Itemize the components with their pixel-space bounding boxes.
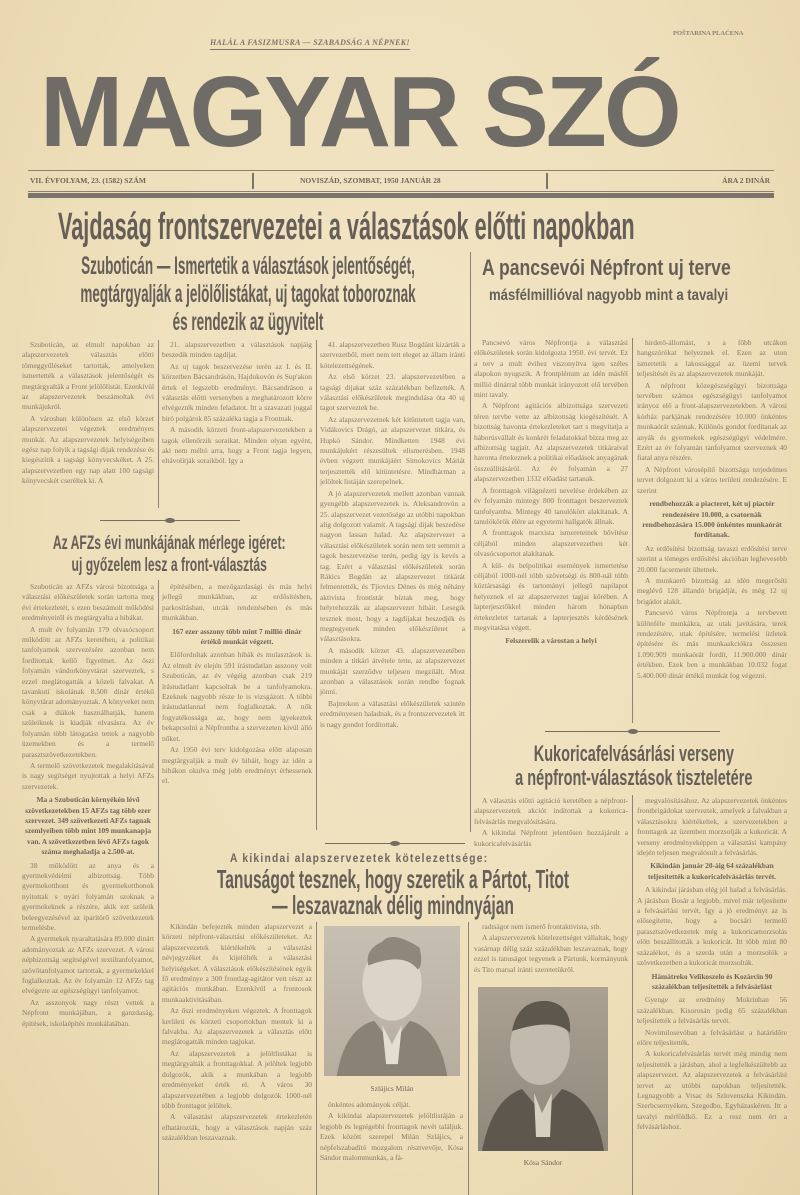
paragraph: A kikindai Népfront jelentősen hozzájárult a kukoricafelvásárlás <box>474 828 628 848</box>
pancsevo-column-2 <box>637 338 787 723</box>
divider <box>546 173 548 189</box>
paragraph: Az uj tagok beszervezése terén az I. és II. körzetben Bácsandrásón, Hajdukovón és Sup'akon értek el legszebb eredményt. Bácsandráson a választás előtti versenyben a meghatározott körre elvégezték minden feladatot. Itt a szavazati joggal biró polgárok 85 százaléka tagja a Frontnak. <box>162 361 312 423</box>
paragraph: hirdető-állomást, s a főbb utcákon hangszórókat helyeznek el. Ezen az uton ismertetik a lakossággal az üzemi tervek teljesítését és az alapszervezetek munkáját. <box>637 338 787 379</box>
headline-line: megtárgyalják a jelölőlistákat, uj tagokat toboroznak <box>80 280 416 308</box>
szubotica-column-1 <box>22 340 154 508</box>
paragraph: Novimilosevóban a felvásárlást a határidőre előre teljesítették. <box>637 1027 787 1047</box>
headline-line: — leszavaznak délig mindnyájan <box>272 890 514 920</box>
masthead-slogan: HALÁL A FASIZMUSRA — SZABADSÁG A NÉPNEK! <box>210 38 410 50</box>
column-rule <box>632 338 633 723</box>
kikinda-column-2 <box>320 1100 463 1192</box>
paragraph: A jó alapszervezetek mellett azonban vannak gyengébb alapszervezetek is. Aleksandrovón a 25. alapszervezet vezetősége az utóbbi napokban alig dolgozott valamit. A tagsági dijak beszedése nagyon lassan halad. Az alapszervezet a választási előkészületek során nem tett semmit a tagok beszervezése terén, pedig igy is kevés a tag. Ezért a választási előkészületek során Rákics Bogdán az alapszervezet titkárát felmentették, és Tjiovics Dénes és még néhány aktivista frontistát bíztak meg, hogy helyrehozzák az alapszervezet hibáit. Lesegik tesznek most, hogy a tagdijakat beszedjék és megtegyenek minden előkészületet a választásokra. <box>320 488 465 644</box>
paragraph: Az 1950 évi terv kidolgozása előtt alaposan megtárgyalják a mult év hibáit, hogy az idén a hibákon okulva még jobb eredményt érhessenek el. <box>162 745 312 786</box>
szubotica-column-3 <box>320 340 465 830</box>
paragraph: Az őszi eredményeken végeztek. A fronttagok kerületi és körzeti csoportokban mentek ki a falvakba. Az alapszervezetek a választás előtt meglátogatták minden tagjukat. <box>162 1006 312 1047</box>
photo-caption: Szlájics Milán <box>370 1084 414 1093</box>
kikinda-column-1 <box>162 922 312 1192</box>
kikinda-column-3 <box>474 922 628 980</box>
main-headline: Vajdaság frontszervezetei a választások előtti napokban <box>58 206 635 248</box>
paragraph: A második körzeti front-alapszervezetekben a tagok ellenőrzik soraikat. Minden olyan egyént, aki nem méltó arra, hogy a Front tagja legyen, eltávolítják soraikból. Igy a <box>162 425 312 466</box>
paragraph: 21. alapszervezetben a választások napjáig beszedik minden tagdíjat. <box>162 340 312 360</box>
column-rule <box>158 580 159 1195</box>
paragraph: Előfordultak azonban hibák és mulasztások is. Az elmult év elején 591 írástudatlan asszony volt Szuboticán, az év végéig azonban csak 219 írástudatlant kapcsoltak be a tanfolyamokra. Ezeknek nagyobb része le is vizsgázott. A többi írástudatlannal nem foglalkoztak. A nők fogyatékossága az, hogy nem igyekeztek bekapcsolni a Népfrontba a szervezeten kivül álló nőket. <box>162 650 312 743</box>
kikinda-kicker: A kikindai alapszervezetek kötelezettsége: <box>230 851 489 865</box>
paragraph: önkéntes adományok célját. <box>328 1100 411 1109</box>
paragraph: Pancsevó város Népfrontja a tervbevett különféle munkákra, az utak javítására, terek rendezésére, utak építésére, termelési üzletek építésére és más munkaakciókra összesen 1.090.909 munkaórát fordít, 11.900.000 dinár értékben. Ezek ben a munkákban 10.032 fogat 5.400.000 dinár értékű munkát fog végezni. <box>637 608 787 680</box>
kikinda-headline <box>165 866 621 918</box>
kukorica-column-1 <box>474 796 628 848</box>
paragraph: A gyermekek nyaraltatására 89.000 dinárt adományoztak az AFZs szervezet. A városi népbizottság segítségével textiltanfolyamot, szövőtanfolyamot tartottak, a gyermekekkel foglalkoztak. Az év folyamán 12 AFZs tag elvégezte az egészségügyi tanfolyamot. <box>22 934 154 996</box>
portrait-photo-szlajics <box>324 926 460 1076</box>
portrait-silhouette-icon <box>324 926 460 1076</box>
paragraph: radtságot nem ismerő frontaktivista, stb. <box>482 922 602 931</box>
photo-caption: Kósa Sándor <box>523 1158 563 1167</box>
headline-line: Tanuságot tesznek, hogy szeretik a Pártot, Titot <box>216 864 570 894</box>
paragraph: A kikindai alapszervezetek jelöltlistáján a legjobb és legrégebbi fronttagok nevét találjuk. Ezek között szerepel Milán Szlájics, a népfelszabadító mozgalom résztvevője, Kósa Sándor malommunkás, a fá- <box>320 1111 463 1163</box>
paragraph: A fronttagok világnézeti nevelése érdekében az év folyamán mintegy 800 fronttagot beszerveztek tanfolyamba. Mintegy 40 tanulókört alakítanak. A tanulókörök élére az egyetemi hallgatók állnak. <box>474 485 628 526</box>
paragraph: A alapszervezetek kötelezettséget vállaltak, hogy vasárnap délig száz százalékban leszavaznak, hogy ezzel is tanuságot tegyenek a Pártunk, kormányunk és Tito marsal iránti szeretetükről. <box>474 933 628 974</box>
ornamental-divider <box>100 520 240 521</box>
price: ÁRA 2 DINÁR <box>722 176 770 185</box>
paragraph: A kukoricafelvásárlás tervét még mindig nem teljesítették a járásban, ahol a legfelkészültebb az alapszervezet. Az alapszervezetek a felvásárlási tervet az utóbbi napokban teljesítették. Legnagyobb a Vrsac és Szlovenszka Kikindán. Szerbcsernyéken, Szegedbo, Egyházaskéren. Itt a tavalyi mérföldkő. Ez a resz nem ért a felvásárláshoz. <box>637 1049 787 1132</box>
paragraph: Gyenge az eredmény Mokrinban 56 százalékban. Kisorosán pedig 65 százalékban teljesítették a felvásárlás tervét. <box>637 995 787 1026</box>
paragraph: A választás előtti agitáció keretében a népfront-alapszervezetek akciót indítottak a kukorica-felvásárlás megvalósítására. <box>474 796 628 826</box>
paragraph: A választási alapszervezetek értekezletén elhatározták, hogy a választások napján száz százalékban leszavaznak. <box>162 1112 312 1143</box>
paragraph: 41. alapszervezetben Rusz Bogdánt kizárták a szervezetből, mert nem tett eleget az állam iránti kötelezettségének. <box>320 340 465 370</box>
afzs-column-2 <box>162 582 312 832</box>
column-rule <box>468 922 469 1195</box>
masthead-rule <box>28 193 774 198</box>
issue-info-bar <box>28 170 774 192</box>
paragraph: A munkaerő bizottság az idén megerősíti meglévő 128 állandó brigádját, és még 12 uj brigádot alakít. <box>637 575 787 606</box>
paragraph: Kikindán befejezték minden alapszervezet a körzeti népfront-választási előkészületeket. Az alapszervezetek kiértékelték a választási névjegyzéket és kijelölték a választási helyiségeket. A választások előkészítésének egyik fő eredménye a 300 frontlag-agitátor vett részt az agitációs munkában. Ezenkívül a frontosok munkaaktivitásában. <box>162 922 312 1004</box>
subheading: Kikindán január 20-áig 64 százalékban teljesítették a kukoricafelvásárlás tervét. <box>647 861 777 881</box>
subheading: 167 ezer asszony több mint 7 millió dinár értékű munkát végzett. <box>172 626 302 647</box>
headline-line: Az AFZs évi munkájának mérlege igéret: <box>52 533 286 554</box>
szubotica-column-2 <box>162 340 312 508</box>
afzs-headline <box>22 533 316 577</box>
ornamental-divider <box>545 731 720 732</box>
kukorica-column-2 <box>637 796 787 1192</box>
paragraph: Az erdősítési bizottság tavaszi erdősítési terve szerint a tömeges erdősítési akcióban leghevesebb 20.000 facsemetét ültetnek. <box>637 543 787 574</box>
paragraph: Az asszonyok nagy részt vettek a Népfront munkájában, a ganzdaság, építések, iskolaépítés munkálatában. <box>22 997 154 1028</box>
ornamental-divider <box>325 843 465 844</box>
paragraph: Az alapszervezetnek két kitüntetett tagja van, Vidákovics Drágó, az alapszervezet titkára, és Hupkó Sándor. Mindketten 1948 évi munkájukért részesültek elismerésben. 1948 évben végzett munkájáért Simokovics Máriát terjesztették elő kitüntetésre. Mindhárman a jelöltek listáján szerepelnek. <box>320 414 465 487</box>
paragraph: Bajmokon a választási előkészületek szintén eredményesen haladnak, és a frontszervezetek itt is nagy gondot fordítottak. <box>320 698 465 729</box>
headline-line: Szuboticán — Ismertetik a választások jelentőségét, <box>81 252 415 280</box>
paragraph: A városban különösen az első körzet alapszervezetei végeztek eredményes munkát. Az alapszervezetek helyiségeiben egész nap folyik a tagsági dijak rendezése és kiegészítik a tagsági könyvecskéket. A 25. alapszervezetben egy nap alatt 100 tagsági könyvecskét cseréltek ki. A <box>22 413 154 486</box>
paragraph: A fronttagok marxista ismereteinek bővítése céljából minden alapszervezetben két olvasócsoportot alakítanak. <box>474 528 628 559</box>
postage-paid-note: POŠTARINA PLAĆENA <box>673 30 744 37</box>
portrait-silhouette-icon <box>478 987 608 1151</box>
issue-number: VII. ÉVFOLYAM, 23. (1582) SZÁM <box>30 176 146 185</box>
paragraph: Pancsevó város Népfrontja a választási előkészületek során kidolgozta 1950. évi tervét. Ez a terv a mult évihez viszonyítva igen széles alapokon nyugszik. A frontplénum az idén másfél millió dinárral több munkát irányozott elő tervében mint tavaly. <box>474 338 628 400</box>
paragraph: építésében, a mezőgazdasági és más helyi jellegű munkákban, az erdősítésben, parkosításban, utcák rendezésében és más munkákban. <box>162 582 312 623</box>
headline-line: és rendezik az ügyvitelt <box>172 308 324 336</box>
paragraph: A népfront közegészségügyi bizottsága tervében számos egészségügyi tanfolyamot irányoz elő a front-alapszervezetekben. A városi kórház parkjának rendezésére 10.000 önkéntes munkaórát szánnak. Különös gondot fordítanak az anyák és gyermekek egészségügyi védelmére. Ezért az év folyamán tanfolyamot szerveznek 40 fiatal anya részére. <box>637 380 787 463</box>
subheading: Ma a Szuboticán környékén lévő szövetkezetekben 15 AFZs tag több ezer szervezet. 349 szövetkezeti AFZs tagnak szemlyeiben több mint 109 munkanapja van. A szövetkezetben lévő AFZs tagok száma meghaladja a 2.500-at. <box>24 795 152 857</box>
paragraph: Szuboticán az AFZs városi bizottsága a választási előkészületek során tartotta meg évi értekezletét, s ezen beszámolt működési eredményeiről és megtárgyalta a hibákat. <box>22 582 154 623</box>
paragraph: A mult év folyamán 179 olvasócsoport működött az AFZs keretében, a politikai tanfolyamok szervezésére azonban nem fordítottak kellő figyelmet. Az őszi folyamán vándorkönyvtárat szerveztek, s ezzel meglátogatták a közeli falvakat. A tavankuti iskolának 8.500 dinár értékű könyvtárat adományoztak. A könyveket nem csak a diákok használhatják, hanem szüleiknek is kiadják olvasásra. Az év folyamán több látogatást tettek a nagyobb üzemekben és a termelő parasztszövetkezetekben. <box>22 624 154 759</box>
paragraph: A kül- és belpolitikai események ismertetése céljából 1000-nél több szövetségi és 800-nál több köztársasági és tartományi jellegű napilapot helyeznek el az alapszervezet tagjai körében. A lapterjesztőkkel minden három hónapban értekezletet tartanak a lapterjesztés kérdésének megvitatása végett. <box>474 560 628 632</box>
divider <box>252 173 254 189</box>
logo-part-magyar: MAGYAR <box>40 56 458 168</box>
paragraph: A második körzet 43. alapszervezetében minden a titkári átvétele tette, az alapszervezet munkáját szerződve teljesen megzilált. Most azonban a választások során rendbe fognak jönni. <box>320 645 465 697</box>
headline-line: uj győzelem lesz a front-választás <box>71 555 267 576</box>
pancsevo-subheadline: másfélmillióval nagyobb mint a tavalyi <box>489 287 729 304</box>
subheading: Felszerelik a várostan a helyi <box>505 636 597 646</box>
subheading: rendbehozzák a piacteret, két uj piactér rendezésére 10.000, a csatornák rendbehozására 15.000 önkéntes munkaórát fordítanak. <box>642 499 782 540</box>
pancsevo-headline: A pancsevói Népfront uj terve <box>482 255 731 280</box>
logo-part-szo: SZÓ <box>482 56 679 168</box>
paragraph: A kikindai járásban elég jól halad a felvásárlás. A járásban Bosár a legjobb, mivel már teljesítette a felvásárlási tervét, Igy a jó eredményt az is elősegítette, hogy a bocsári termelő parasztszövetkezetek még a kukoricamorzsolás előtt beszállították a kukoricát. Itt több mint 80 százalékot, és a szerda után a morzsolók a szövetkezetben a kukoricát morzsolták. <box>637 885 787 968</box>
headline-line: a népfront-választások tiszteletére <box>515 765 753 790</box>
paragraph: Az első körzet 23. alapszervezetében a tagsági dijakat száz százalékban befizették. A választási előkészületek megindulása óta 40 uj tagot szerveztek be. <box>320 372 465 413</box>
headline-line: Kukoricafelvásárlási verseny <box>533 741 734 766</box>
paragraph: 38 működött az anya és a gyermekvédelmi albizottság. Több gyermekotthont és gyermekotthonok nyitottak s nyári folyamán szoknak a gyermekeknek a részére, akik ezt szüleik beleegyezésével az iparitörő szövetkezetek termelésbe. <box>22 860 154 932</box>
pancsevo-column-1 <box>474 338 628 723</box>
portrait-photo-kosa <box>478 987 608 1151</box>
afzs-column-1 <box>22 582 154 1192</box>
subheading: Hámátreko Velikoszelo és Kozárcin 90 százalékban teljesítették a felvásárlást <box>651 971 773 991</box>
paragraph: A termelő szövetkezetek megalakításával is nagy segítséget nyujtottak a helyi AFZs szervezetek. <box>22 760 154 791</box>
szubotica-headline <box>32 252 464 336</box>
paragraph: A Népfront agitációs albizottsága szervezeti téren tervbe vette az albizottság kiegészítését. A bizottság havonta értekezleteket tart s megvitatja a háborúsvállalt és konkrét feladatokkal bízza meg az albizottság tagjait. Az alapszervezetek titkáraival havonta értekeznek a politikai előadások anyagának összeállításáról. Az év folyamán a 27 alapszervezetben 1332 előadást tartanak. <box>474 401 628 484</box>
kukorica-headline <box>482 742 786 790</box>
column-rule <box>470 252 471 832</box>
column-rule <box>316 922 317 1195</box>
paragraph: Az alapszervezetek a jelöltlistákat is megtárgyalták a fronttagokkal. A jelöltek legjobb dolgozók, akik a munkában a legjobb eredményeket érték el. A város 30 alapszervezetében a legjobb dolgozók 1000-nél több fronttagot jelöltek. <box>162 1048 312 1110</box>
paragraph: megvalósításához. Az alapszervezetek önkéntes frontbrigádokat szerveztek, amelyek a falvakban a választásokra kiértékeltek, a szervezetekben a fronttagok az üzemben morzsolják a kukoricát. A verseny eredményeképpen a választási kampány idején teljesen megvalósult a felvásárlás. <box>637 796 787 858</box>
column-rule <box>632 795 633 1195</box>
paragraph: Szuboticán, az elmult napokban az alapszervezetek választás előtti tömeggyűléseket tartottak, amelyeken ismertették a választások jelentőségét és megtárgyalták a Front jelölőlistát. Ezenkívül az alapszervezetek beszámoltak évi munkájukról. <box>22 340 154 412</box>
column-rule <box>316 340 317 830</box>
column-rule <box>158 340 159 508</box>
paragraph: A Népfront városépítő bizottsága terjedelmes tervet dolgozott ki a város területi rendezésére. E szerint <box>637 464 787 495</box>
dateline: NOVISZÁD, SZOMBAT, 1950 JANUÁR 28 <box>300 176 441 185</box>
newspaper-logo <box>40 56 679 168</box>
